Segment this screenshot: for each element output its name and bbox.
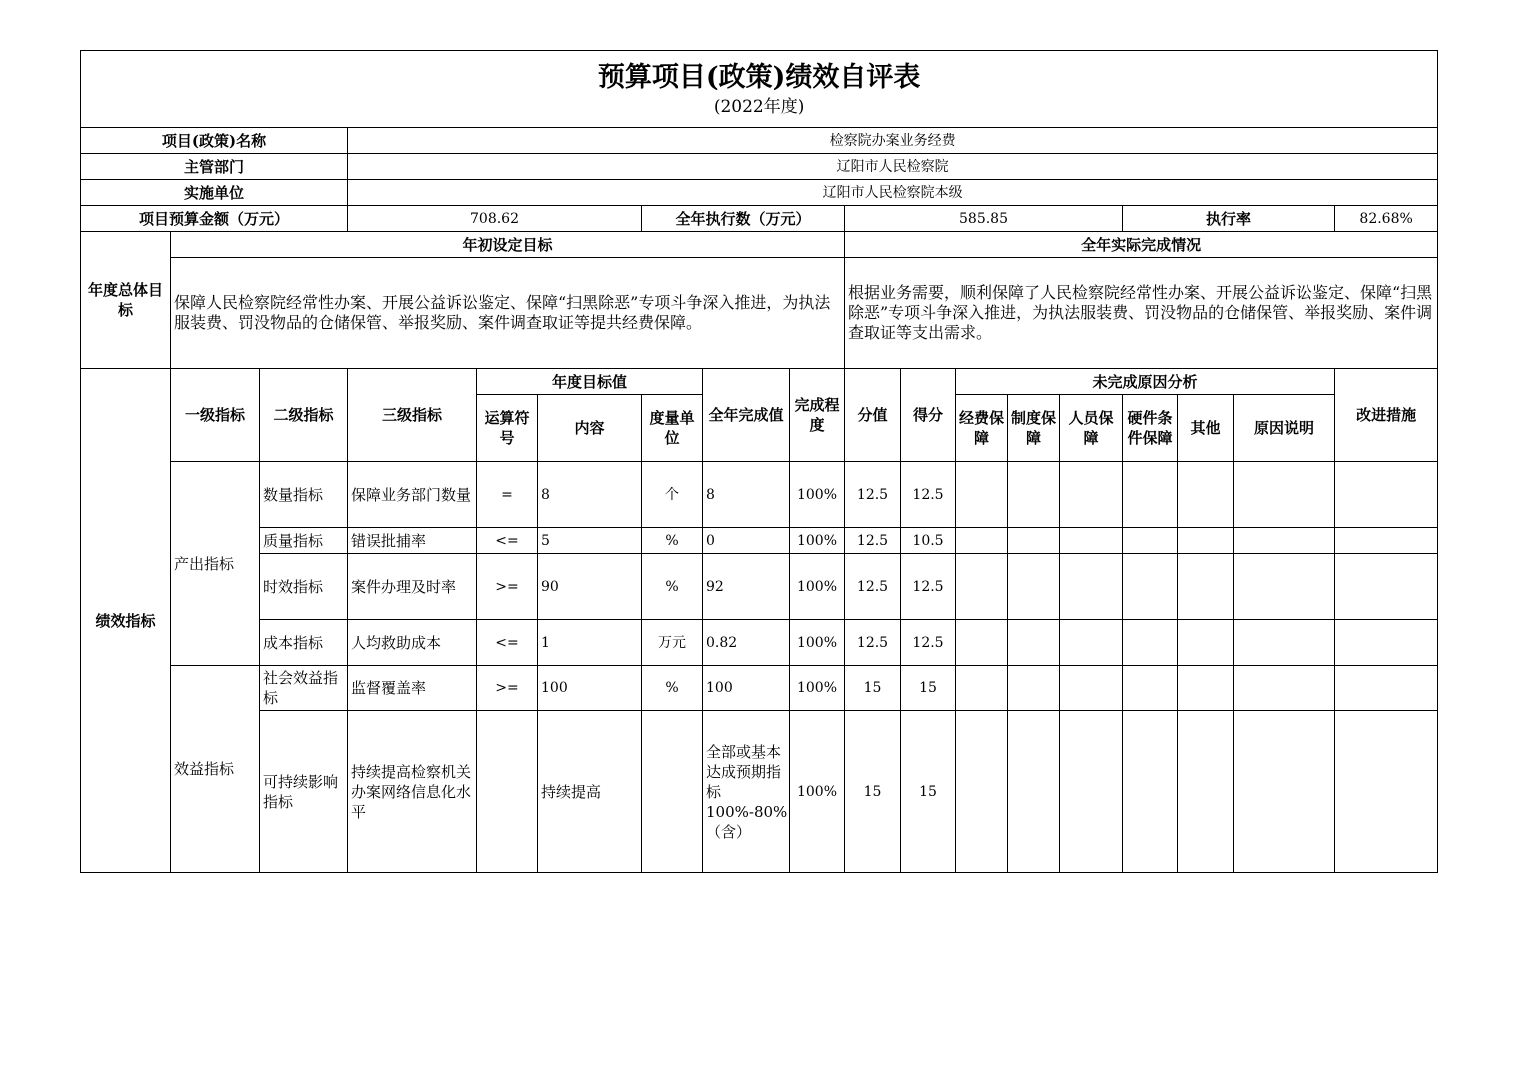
level1-output: 产出指标	[171, 462, 260, 666]
header-level2: 二级指标	[260, 369, 348, 462]
score-cell: 10.5	[901, 528, 956, 554]
empty-cell	[1234, 462, 1335, 528]
empty-cell	[1008, 462, 1060, 528]
score-cell: 15	[901, 711, 956, 873]
score-cell: 12.5	[901, 620, 956, 666]
header-target-group: 年度目标值	[477, 369, 703, 395]
goal-actual-text: 根据业务需要，顺利保障了人民检察院经常性办案、开展公益诉讼鉴定、保障“扫黑除恶”专项斗争深入推进，为执法服装费、罚没物品的仓储保管、举报奖励、案件调查取证等支出需求。	[845, 258, 1438, 369]
completion-cell: 100%	[790, 462, 845, 528]
header-level3: 三级指标	[348, 369, 477, 462]
operator-cell: =	[477, 462, 538, 528]
empty-cell	[1335, 666, 1438, 711]
empty-cell	[1178, 528, 1234, 554]
project-name-value: 检察院办案业务经费	[348, 128, 1438, 154]
operator-cell: >=	[477, 554, 538, 620]
header-hardware: 硬件条件保障	[1123, 395, 1178, 462]
empty-cell	[1123, 620, 1178, 666]
empty-cell	[1335, 711, 1438, 873]
goal-initial-header: 年初设定目标	[171, 232, 845, 258]
level3-cell: 案件办理及时率	[348, 554, 477, 620]
score-cell: 12.5	[901, 554, 956, 620]
empty-cell	[1123, 554, 1178, 620]
empty-cell	[1178, 554, 1234, 620]
header-actual: 全年完成值	[703, 369, 790, 462]
empty-cell	[956, 711, 1008, 873]
empty-cell	[1335, 528, 1438, 554]
actual-cell: 92	[703, 554, 790, 620]
level2-cell: 成本指标	[260, 620, 348, 666]
empty-cell	[956, 528, 1008, 554]
completion-cell: 100%	[790, 554, 845, 620]
header-level1: 一级指标	[171, 369, 260, 462]
score-value-cell: 12.5	[845, 528, 901, 554]
level2-cell: 时效指标	[260, 554, 348, 620]
score-value-cell: 15	[845, 711, 901, 873]
empty-cell	[1335, 620, 1438, 666]
actual-cell: 8	[703, 462, 790, 528]
operator-cell: >=	[477, 666, 538, 711]
page-subtitle: (2022年度)	[713, 97, 805, 117]
indicators-section-label: 绩效指标	[81, 369, 171, 873]
level3-cell: 保障业务部门数量	[348, 462, 477, 528]
empty-cell	[1234, 666, 1335, 711]
operator-cell	[477, 711, 538, 873]
header-completion: 完成程度	[790, 369, 845, 462]
empty-cell	[1008, 528, 1060, 554]
goal-actual-header: 全年实际完成情况	[845, 232, 1438, 258]
completion-cell: 100%	[790, 711, 845, 873]
table-row	[81, 620, 1438, 666]
goal-label: 年度总体目标	[81, 232, 171, 369]
empty-cell	[1008, 620, 1060, 666]
project-name-label: 项目(政策)名称	[81, 128, 348, 154]
empty-cell	[1335, 462, 1438, 528]
header-score-value: 分值	[845, 369, 901, 462]
executed-label: 全年执行数（万元）	[642, 206, 845, 232]
rate-label: 执行率	[1123, 206, 1335, 232]
table-row	[81, 711, 1438, 873]
level2-cell: 可持续影响指标	[260, 711, 348, 873]
header-explanation: 原因说明	[1234, 395, 1335, 462]
header-unit: 度量单位	[642, 395, 703, 462]
score-value-cell: 12.5	[845, 554, 901, 620]
empty-cell	[1335, 554, 1438, 620]
unit-cell: %	[642, 666, 703, 711]
content-cell: 1	[538, 620, 642, 666]
unit-cell	[642, 711, 703, 873]
level3-cell: 监督覆盖率	[348, 666, 477, 711]
completion-cell: 100%	[790, 620, 845, 666]
empty-cell	[1178, 711, 1234, 873]
score-value-cell: 12.5	[845, 620, 901, 666]
content-cell: 持续提高	[538, 711, 642, 873]
actual-cell: 0	[703, 528, 790, 554]
header-improvement: 改进措施	[1335, 369, 1438, 462]
empty-cell	[1060, 620, 1123, 666]
level2-cell: 数量指标	[260, 462, 348, 528]
empty-cell	[1234, 528, 1335, 554]
performance-evaluation-table	[80, 50, 1438, 873]
goal-initial-text: 保障人民检察院经常性办案、开展公益诉讼鉴定、保障“扫黑除恶”专项斗争深入推进，为执法服装费、罚没物品的仓储保管、举报奖励、案件调查取证等提共经费保障。	[171, 258, 845, 369]
table-row	[81, 554, 1438, 620]
empty-cell	[1178, 462, 1234, 528]
table-row	[81, 666, 1438, 711]
actual-cell: 100	[703, 666, 790, 711]
header-funding: 经费保障	[956, 395, 1008, 462]
empty-cell	[1008, 554, 1060, 620]
score-cell: 12.5	[901, 462, 956, 528]
operator-cell: <=	[477, 620, 538, 666]
budget-label: 项目预算金额（万元）	[81, 206, 348, 232]
empty-cell	[1234, 711, 1335, 873]
empty-cell	[1178, 620, 1234, 666]
header-content: 内容	[538, 395, 642, 462]
score-cell: 15	[901, 666, 956, 711]
level3-cell: 持续提高检察机关办案网络信息化水平	[348, 711, 477, 873]
title-cell	[81, 51, 1438, 128]
unit-cell: %	[642, 528, 703, 554]
empty-cell	[1008, 711, 1060, 873]
actual-cell: 0.82	[703, 620, 790, 666]
empty-cell	[1123, 711, 1178, 873]
level2-cell: 社会效益指标	[260, 666, 348, 711]
rate-value: 82.68%	[1335, 206, 1438, 232]
level3-cell: 人均救助成本	[348, 620, 477, 666]
completion-cell: 100%	[790, 666, 845, 711]
table-row	[81, 528, 1438, 554]
unit-cell: 万元	[642, 620, 703, 666]
header-system: 制度保障	[1008, 395, 1060, 462]
header-reasons-group: 未完成原因分析	[956, 369, 1335, 395]
operator-cell: <=	[477, 528, 538, 554]
header-personnel: 人员保障	[1060, 395, 1123, 462]
unit-cell: %	[642, 554, 703, 620]
unit-cell: 个	[642, 462, 703, 528]
empty-cell	[1234, 620, 1335, 666]
level1-benefit: 效益指标	[171, 666, 260, 873]
header-score: 得分	[901, 369, 956, 462]
department-label: 主管部门	[81, 154, 348, 180]
content-cell: 90	[538, 554, 642, 620]
empty-cell	[1123, 666, 1178, 711]
empty-cell	[1123, 462, 1178, 528]
level2-cell: 质量指标	[260, 528, 348, 554]
unit-value: 辽阳市人民检察院本级	[348, 180, 1438, 206]
empty-cell	[956, 554, 1008, 620]
empty-cell	[1060, 666, 1123, 711]
empty-cell	[1234, 554, 1335, 620]
executed-value: 585.85	[845, 206, 1123, 232]
score-value-cell: 12.5	[845, 462, 901, 528]
actual-cell: 全部或基本达成预期指标100%-80%（含）	[703, 711, 790, 873]
header-other: 其他	[1178, 395, 1234, 462]
unit-label: 实施单位	[81, 180, 348, 206]
empty-cell	[1060, 462, 1123, 528]
empty-cell	[1008, 666, 1060, 711]
table-row	[81, 462, 1438, 528]
content-cell: 5	[538, 528, 642, 554]
empty-cell	[956, 666, 1008, 711]
empty-cell	[1060, 711, 1123, 873]
empty-cell	[1178, 666, 1234, 711]
page-title: 预算项目(政策)绩效自评表	[597, 62, 921, 93]
content-cell: 100	[538, 666, 642, 711]
empty-cell	[956, 620, 1008, 666]
empty-cell	[1060, 528, 1123, 554]
empty-cell	[1123, 528, 1178, 554]
content-cell: 8	[538, 462, 642, 528]
level3-cell: 错误批捕率	[348, 528, 477, 554]
empty-cell	[956, 462, 1008, 528]
header-operator: 运算符号	[477, 395, 538, 462]
completion-cell: 100%	[790, 528, 845, 554]
score-value-cell: 15	[845, 666, 901, 711]
department-value: 辽阳市人民检察院	[348, 154, 1438, 180]
budget-value: 708.62	[348, 206, 642, 232]
empty-cell	[1060, 554, 1123, 620]
